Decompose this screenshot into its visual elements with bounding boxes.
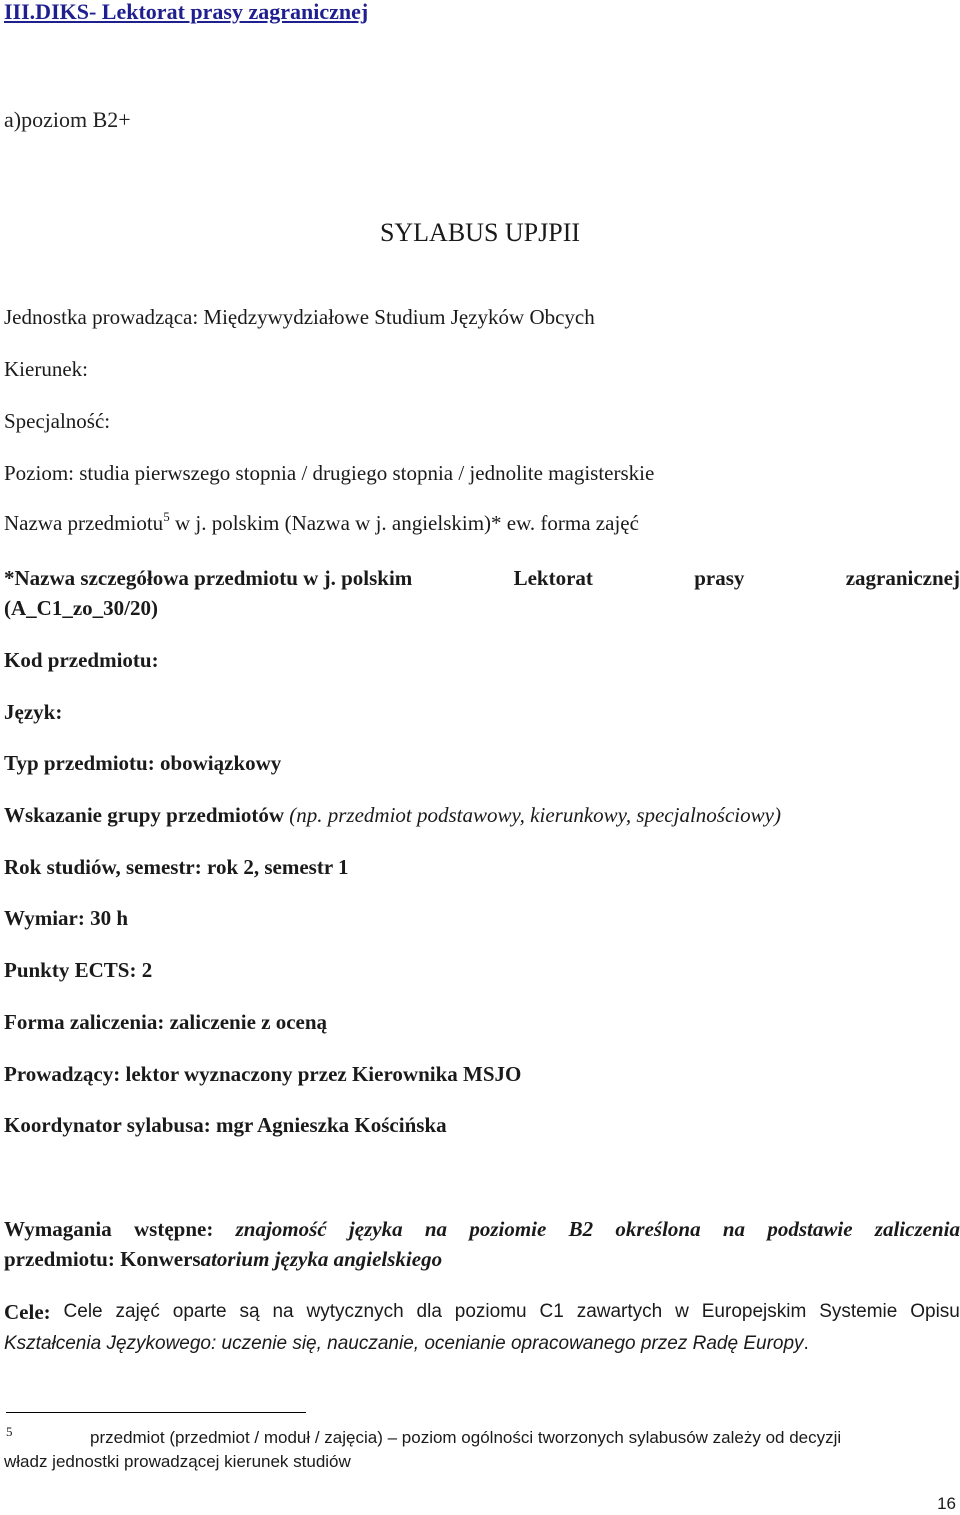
subject-name-rest: w j. polskim (Nazwa w j. angielskim)* ew. forma zajęć bbox=[169, 511, 639, 535]
detailed-name-field bbox=[4, 566, 960, 590]
requirements-word: na bbox=[722, 1217, 746, 1241]
requirements-word: na bbox=[424, 1217, 448, 1241]
requirements-subject: atorium języka angielskiego bbox=[200, 1247, 443, 1271]
footnote-reference: 5 bbox=[163, 509, 170, 524]
goals-word: Europejskim bbox=[701, 1301, 807, 1322]
goals-line-2 bbox=[4, 1328, 960, 1360]
goals-continuation: Kształcenia Językowego: uczenie się, nauczanie, ocenianie opracowanego przez Radę Europy bbox=[4, 1333, 804, 1354]
assessment-field: Forma zaliczenia: zaliczenie z oceną bbox=[4, 1010, 328, 1034]
requirements-word: Wymagania bbox=[4, 1217, 112, 1241]
language-field: Język: bbox=[4, 700, 63, 724]
requirements-word: znajomość bbox=[235, 1217, 327, 1241]
unit-field: Jednostka prowadząca: Międzywydziałowe Studium Języków Obcych bbox=[4, 305, 595, 329]
goals-word: wytycznych bbox=[306, 1301, 404, 1322]
goals-field bbox=[4, 1296, 960, 1360]
goals-word: są bbox=[239, 1301, 260, 1322]
goals-word: Cele bbox=[63, 1301, 103, 1322]
goals-word: Opisu bbox=[910, 1301, 960, 1322]
requirements-word: poziomie bbox=[469, 1217, 547, 1241]
direction-field: Kierunek: bbox=[4, 357, 88, 381]
goals-word: C1 bbox=[539, 1301, 564, 1322]
detailed-name-code: (A_C1_zo_30/20) bbox=[4, 596, 158, 620]
footnote-text-line-1: przedmiot (przedmiot / moduł / zajęcia) – poziom ogólności tworzonych sylabusów zależy od decyzji bbox=[90, 1428, 842, 1447]
subject-type-field: Typ przedmiotu: obowiązkowy bbox=[4, 751, 282, 775]
requirements-line-1 bbox=[4, 1214, 960, 1244]
requirements-word: określona bbox=[615, 1217, 701, 1241]
detailed-name-label: *Nazwa szczegółowa przedmiotu w j. polskim bbox=[4, 566, 413, 590]
year-semester-field: Rok studiów, semestr: rok 2, semestr 1 bbox=[4, 855, 349, 879]
subject-code-field: Kod przedmiotu: bbox=[4, 648, 159, 672]
goals-period: . bbox=[803, 1333, 809, 1354]
hours-field: Wymiar: 30 h bbox=[4, 906, 129, 930]
subject-name-label: Nazwa przedmiotu bbox=[4, 511, 164, 535]
requirements-word: B2 bbox=[568, 1217, 594, 1241]
goals-word: na bbox=[272, 1301, 294, 1322]
document-heading: III.DIKS- Lektorat prasy zagranicznej bbox=[4, 0, 369, 24]
goals-word: oparte bbox=[172, 1301, 227, 1322]
requirements-subject-label: przedmiotu: Konwers bbox=[4, 1247, 201, 1271]
requirements-word: wstępne: bbox=[134, 1217, 214, 1241]
requirements-field bbox=[4, 1214, 960, 1274]
requirements-word: zaliczenia bbox=[874, 1217, 960, 1241]
detailed-name-word: zagranicznej bbox=[845, 566, 960, 590]
specialty-field: Specjalność: bbox=[4, 409, 111, 433]
syllabus-title: SYLABUS UPJPII bbox=[379, 218, 581, 247]
ects-field: Punkty ECTS: 2 bbox=[4, 958, 153, 982]
coordinator-field: Koordynator sylabusa: mgr Agnieszka Kościńska bbox=[4, 1113, 447, 1137]
study-level-field: Poziom: studia pierwszego stopnia / drugiego stopnia / jednolite magisterskie bbox=[4, 461, 655, 485]
level-label: a)poziom B2+ bbox=[4, 107, 131, 132]
detailed-name-word: Lektorat bbox=[513, 566, 593, 590]
goals-word: poziomu bbox=[454, 1301, 527, 1322]
requirements-word: podstawie bbox=[767, 1217, 853, 1241]
goals-word: dla bbox=[416, 1301, 442, 1322]
goals-word: Systemie bbox=[819, 1301, 898, 1322]
lecturer-field: Prowadzący: lektor wyznaczony przez Kierownika MSJO bbox=[4, 1062, 522, 1086]
goals-word: zawartych bbox=[576, 1301, 663, 1322]
requirements-word: języka bbox=[348, 1217, 403, 1241]
subject-group-label: Wskazanie grupy przedmiotów bbox=[4, 803, 290, 827]
subject-group-example: (np. przedmiot podstawowy, kierunkowy, specjalnościowy) bbox=[289, 803, 781, 827]
page-number: 16 bbox=[937, 1494, 956, 1513]
goals-word: w bbox=[675, 1301, 689, 1322]
subject-group-field bbox=[4, 803, 781, 827]
detailed-name-word: prasy bbox=[694, 566, 745, 590]
goals-line-1 bbox=[4, 1296, 960, 1328]
footnote-mark: 5 bbox=[6, 1424, 13, 1439]
subject-name-field bbox=[4, 511, 639, 535]
goals-label: Cele: bbox=[4, 1300, 51, 1324]
footnote-divider bbox=[6, 1412, 306, 1413]
requirements-line-2 bbox=[4, 1244, 960, 1274]
footnote-text-line-2: władz jednostki prowadzącej kierunek studiów bbox=[4, 1452, 351, 1471]
goals-word: zajęć bbox=[115, 1301, 160, 1322]
